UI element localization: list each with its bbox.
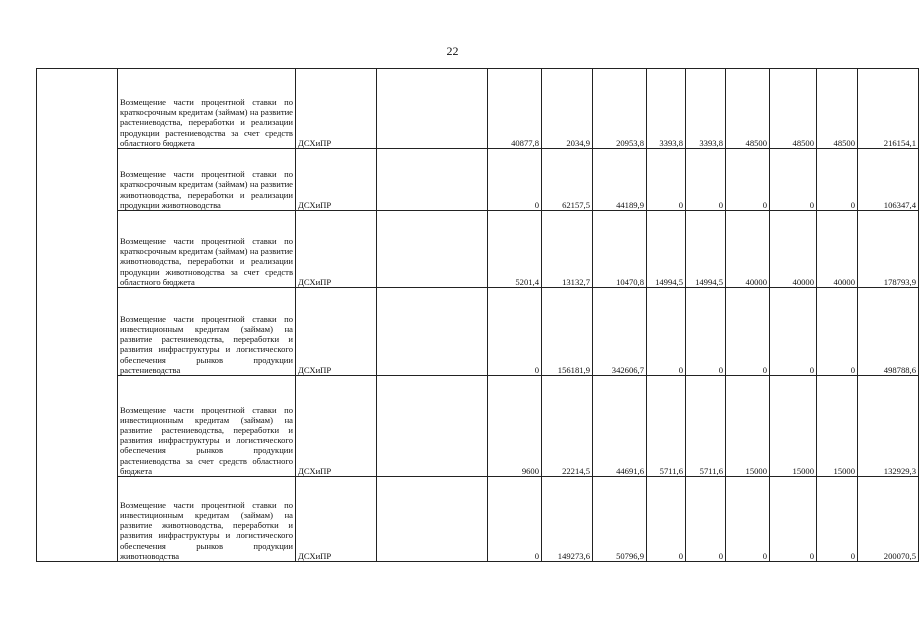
value-cell: 0 xyxy=(770,477,817,562)
value-cell: 20953,8 xyxy=(593,69,647,149)
value-cell: 44189,9 xyxy=(593,149,647,211)
value-cell: 106347,4 xyxy=(858,149,919,211)
value-cell: 0 xyxy=(647,149,686,211)
value-cell: 0 xyxy=(686,149,726,211)
value-cell: 3393,8 xyxy=(647,69,686,149)
value-cell: 0 xyxy=(770,149,817,211)
value-cell: 498788,6 xyxy=(858,288,919,376)
budget-table xyxy=(36,68,919,562)
value-cell: 0 xyxy=(726,288,770,376)
value-cell: 15000 xyxy=(817,376,858,477)
measure-name-cell: Возмещение части процентной ставки по краткосрочным кредитам (займам) на развитие животноводства, переработки и реализации продукции животноводства xyxy=(118,149,296,211)
value-cell: 2034,9 xyxy=(542,69,593,149)
empty-cell xyxy=(377,376,488,477)
measure-name-cell: Возмещение части процентной ставки по краткосрочным кредитам (займам) на развитие животноводства, переработки и реализации продукции животноводства за счет средств областного бюджета xyxy=(118,211,296,288)
empty-cell xyxy=(377,149,488,211)
empty-cell xyxy=(377,477,488,562)
value-cell: 3393,8 xyxy=(686,69,726,149)
value-cell: 15000 xyxy=(726,376,770,477)
executor-cell: ДСХиПР xyxy=(296,149,377,211)
value-cell: 14994,5 xyxy=(686,211,726,288)
value-cell: 48500 xyxy=(817,69,858,149)
value-cell: 0 xyxy=(488,477,542,562)
value-cell: 5711,6 xyxy=(647,376,686,477)
page-number: 22 xyxy=(446,44,459,58)
value-cell: 48500 xyxy=(770,69,817,149)
value-cell: 48500 xyxy=(726,69,770,149)
value-cell: 0 xyxy=(726,477,770,562)
blank-cell xyxy=(37,69,118,562)
value-cell: 0 xyxy=(726,149,770,211)
value-cell: 13132,7 xyxy=(542,211,593,288)
value-cell: 0 xyxy=(817,149,858,211)
value-cell: 62157,5 xyxy=(542,149,593,211)
table-row xyxy=(37,149,919,211)
executor-cell: ДСХиПР xyxy=(296,376,377,477)
measure-name-cell: Возмещение части процентной ставки по инвестиционным кредитам (займам) на развитие растениеводства, переработки и развития инфраструктуры и логистического обеспечения рынков продукции растениеводства за счет средств областного бюджета xyxy=(118,376,296,477)
value-cell: 149273,6 xyxy=(542,477,593,562)
table-row xyxy=(37,376,919,477)
value-cell: 0 xyxy=(686,477,726,562)
value-cell: 10470,8 xyxy=(593,211,647,288)
empty-cell xyxy=(377,288,488,376)
table-row xyxy=(37,477,919,562)
value-cell: 0 xyxy=(488,288,542,376)
executor-cell: ДСХиПР xyxy=(296,288,377,376)
value-cell: 40877,8 xyxy=(488,69,542,149)
value-cell: 132929,3 xyxy=(858,376,919,477)
value-cell: 0 xyxy=(647,477,686,562)
value-cell: 0 xyxy=(647,288,686,376)
value-cell: 0 xyxy=(686,288,726,376)
value-cell: 178793,9 xyxy=(858,211,919,288)
value-cell: 22214,5 xyxy=(542,376,593,477)
table-row xyxy=(37,288,919,376)
measure-name-cell: Возмещение части процентной ставки по краткосрочным кредитам (займам) на развитие растениеводства, переработки и реализации продукции растениеводства за счет средств областного бюджета xyxy=(118,69,296,149)
empty-cell xyxy=(377,69,488,149)
value-cell: 216154,1 xyxy=(858,69,919,149)
value-cell: 14994,5 xyxy=(647,211,686,288)
value-cell: 342606,7 xyxy=(593,288,647,376)
value-cell: 200070,5 xyxy=(858,477,919,562)
value-cell: 40000 xyxy=(817,211,858,288)
value-cell: 0 xyxy=(817,288,858,376)
value-cell: 40000 xyxy=(726,211,770,288)
value-cell: 15000 xyxy=(770,376,817,477)
table-body xyxy=(37,69,919,562)
value-cell: 9600 xyxy=(488,376,542,477)
executor-cell: ДСХиПР xyxy=(296,477,377,562)
value-cell: 50796,9 xyxy=(593,477,647,562)
value-cell: 0 xyxy=(817,477,858,562)
executor-cell: ДСХиПР xyxy=(296,211,377,288)
empty-cell xyxy=(377,211,488,288)
value-cell: 40000 xyxy=(770,211,817,288)
value-cell: 5711,6 xyxy=(686,376,726,477)
value-cell: 0 xyxy=(488,149,542,211)
value-cell: 44691,6 xyxy=(593,376,647,477)
measure-name-cell: Возмещение части процентной ставки по инвестиционным кредитам (займам) на развитие животноводства, переработки и развития инфраструктуры и логистического обеспечения рынков продукции животноводства xyxy=(118,477,296,562)
value-cell: 0 xyxy=(770,288,817,376)
value-cell: 156181,9 xyxy=(542,288,593,376)
value-cell: 5201,4 xyxy=(488,211,542,288)
executor-cell: ДСХиПР xyxy=(296,69,377,149)
measure-name-cell: Возмещение части процентной ставки по инвестиционным кредитам (займам) на развитие растениеводства, переработки и развития инфраструктуры и логистического обеспечения рынков продукции растениеводства xyxy=(118,288,296,376)
table-row xyxy=(37,211,919,288)
table-row xyxy=(37,69,919,149)
